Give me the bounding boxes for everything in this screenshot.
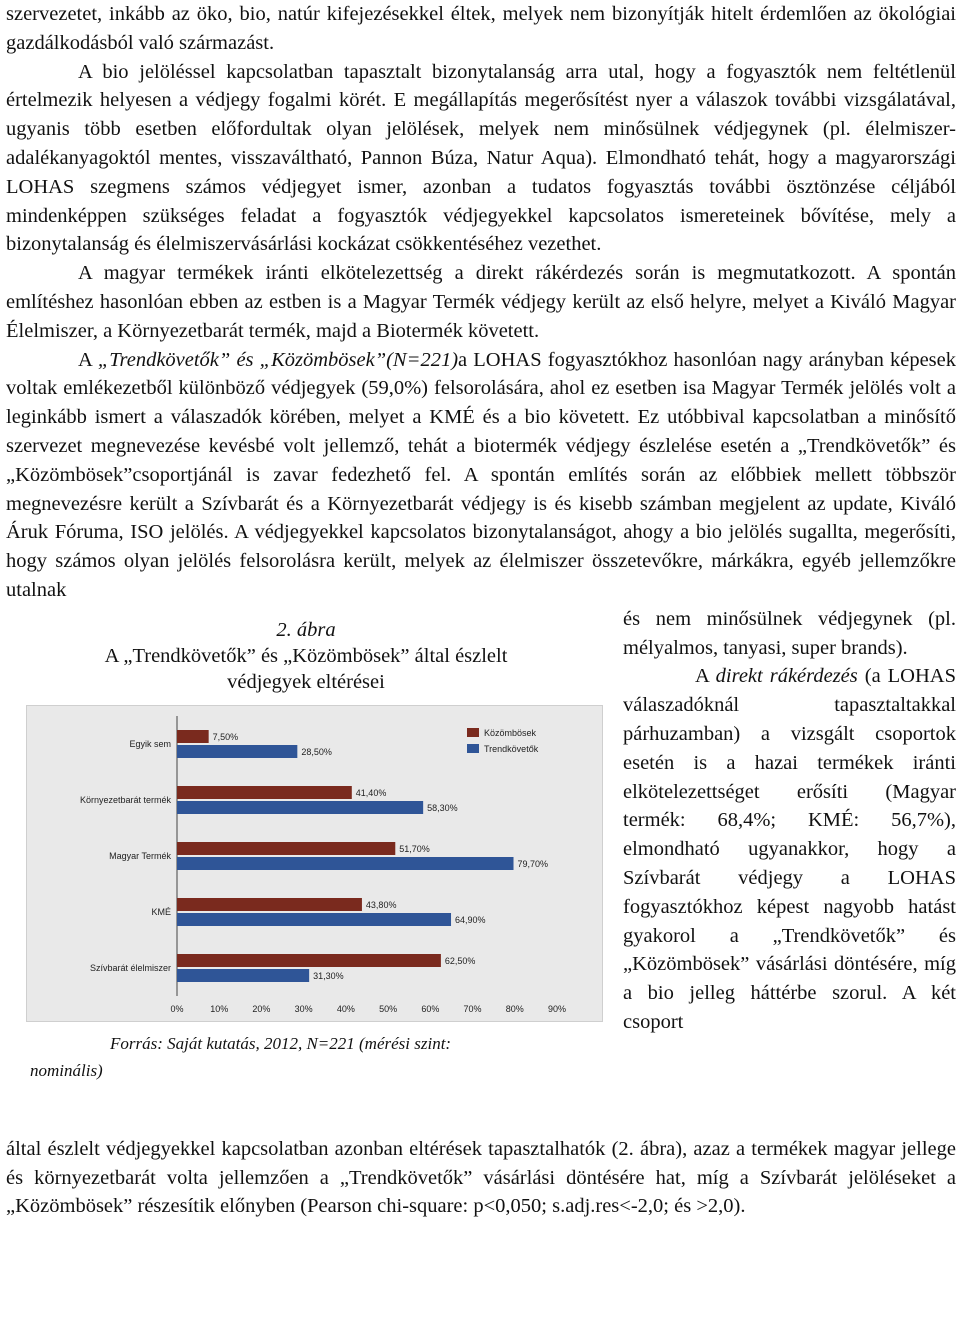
bar-chart [27,706,602,1021]
figure-title-line1: A „Trendkövetők” és „Közömbösek” által észlelt [104,644,508,667]
bar-value-label: 7,50% [212,731,239,742]
chart-container [26,705,603,1022]
figure-source [6,1030,606,1084]
right-paragraph-2 [623,662,956,1036]
bar-value-label: 79,70% [517,858,549,869]
bar-közömbösek [177,730,209,743]
bar-közömbösek [177,898,362,911]
bar-trendkövetők [177,801,423,814]
x-tick-label: 80% [505,1003,524,1014]
bar-value-label: 43,80% [365,899,397,910]
category-label: Szívbarát élelmiszer [89,962,171,973]
figure-source-line1: Forrás: Saját kutatás, 2012, N=221 (mérési szint: [110,1033,452,1053]
paragraph-tail: által észlelt védjegyekkel kapcsolatban azonban eltérések tapasztalhatók (2. ábra), azaz a termékek magyar jellege és környezetbarát volta jellemzően a „Trendkövetők” vásárlási döntésére hat, míg a Szívbarát jelöléseket a „Közömbösek” részesítik előnyben (Pearson chi-square: p<0,050; s.adj.res<-2,0; és >2,0). [6,1137,956,1218]
category-label: KMÉ [151,906,171,917]
paragraph-4-rest: a LOHAS fogyasztókhoz hasonlóan nagy arányban képesek voltak emlékezetből különböző védjegyek (59,0%) felsorolására, ahol ez esetben isa Magyar Termék jelölés volt a leginkább ismert a válaszadók körében, melyet a KMÉ és a bio követett. Ez utóbbival kapcsolatban a minősítő szervezet megnevezése kevésbé volt jellemző, tehát a biotermék védjegy észlelése esetén a „Trendkövetők” és „Közömbösek”csoportjánál is zavar fedezhető fel. A spontán említés során az előbbiek mellett többször megnevezésre került a Szívbarát és a Környezetbarát védjegy is és kisebb számban megjelent az update, Kiváló Áruk Fóruma, ISO jelölés. A védjegyekkel kapcsolatos bizonytalanságot, ahogy a bio jelölés sugallta, megerősíti, hogy számos olyan jelölés felsorolásra került, melyek az élelmiszer összetevőkre, márkákra, egyéb jellemzőkre utalnak [6,348,956,601]
category-label: Egyik sem [129,738,171,749]
figure-title-line2: védjegyek eltérései [227,670,385,693]
x-tick-label: 10% [210,1003,229,1014]
figure-number: 2. ábra [276,618,336,641]
bar-közömbösek [177,954,441,967]
document-page [6,0,956,1221]
figure-source-line2: nominális) [30,1060,103,1080]
bar-value-label: 31,30% [313,970,344,981]
bar-value-label: 58,30% [427,802,458,813]
bar-trendkövetők [177,745,297,758]
paragraph-1: szervezetet, inkább az öko, bio, natúr kifejezésekkel éltek, melyek nem bizonyítják hitelt érdemlően az ökológiai gazdálkodásból való származást. [6,3,956,54]
figure-caption [6,617,606,695]
right-paragraph-1: és nem minősülnek védjegynek (pl. mélyalmos, tanyasi, super brands). [623,607,956,659]
right-paragraph-2-lead: A [695,665,716,688]
bar-value-label: 41,40% [355,787,387,798]
x-tick-label: 40% [336,1003,355,1014]
bar-közömbösek [177,786,352,799]
figure-section [6,605,956,1135]
legend-label: Közömbösek [484,727,537,738]
paragraph-3: A magyar termékek iránti elkötelezettség a direkt rákérdezés során is megmutatkozott. A spontán említéshez hasonlóan ebben az estben is a Magyar Termék védjegy került az első helyre, melyet a Kiváló Magyar Élelmiszer, a Környezetbarát termék, majd a Biotermék követett. [6,262,956,342]
bar-közömbösek [177,842,395,855]
bar-trendkövetők [177,913,451,926]
x-tick-label: 20% [252,1003,271,1014]
legend-label: Trendkövetők [484,743,539,754]
legend-swatch [467,728,479,737]
x-tick-label: 60% [421,1003,440,1014]
bar-trendkövetők [177,857,514,870]
paragraph-2: A bio jelöléssel kapcsolatban tapasztalt bizonytalanság arra utal, hogy a fogyasztók nem feltétlenül értelmezik helyesen a védjegy fogalmi körét. E megállapítás megerősítést nyer a válaszok további vizsgálatával, ugyanis több esetben előfordultak olyan jelölések, melyek nem minősülnek védjegynek (pl. élelmiszer-adalékanyagoktól mentes, visszaváltható, Pannon Búza, Natur Aqua). Elmondható tehát, hogy a magyarországi LOHAS szegmens számos védjegyet ismer, azonban a tudatos fogyasztás további ösztönzése céljából mindenképpen szükséges feladat a fogyasztók védjegyekkel kapcsolatos ismereteinek bővítése, mely a bizonytalanság és élelmiszervásárlási kockázat csökkentéséhez vezethet. [6,60,956,256]
right-paragraph-2-italic: direkt rákérdezés [715,665,858,688]
x-tick-label: 30% [294,1003,313,1014]
x-tick-label: 90% [547,1003,567,1014]
paragraph-4-lead: A [78,348,98,371]
paragraph-4-italic: „Trendkövetők” és „Közömbösek”(N=221) [97,348,459,371]
bar-value-label: 28,50% [301,746,332,757]
legend-swatch [467,744,479,753]
paragraph-4 [6,346,956,605]
x-tick-label: 50% [379,1003,398,1014]
right-column-text [623,605,956,1037]
bar-value-label: 64,90% [455,914,486,925]
bar-value-label: 62,50% [444,955,476,966]
bar-trendkövetők [177,969,309,982]
bar-value-label: 51,70% [399,843,430,854]
right-paragraph-2-rest: (a LOHAS válaszadóknál tapasztaltakkal párhuzamban) a vizsgált csoportok esetén is a hazai termékek iránti elkötelezettséget erősíti (Magyar termék: 68,4%; KMÉ: 56,7%), elmondható ugyanakkor, hogy a Szívbarát védjegy a LOHAS fogyasztókhoz képest nagyobb hatást gyakorol a „Trendkövetők” és „Közömbösek” vásárlási döntésére, míg a bio jelleg háttérbe szorul. A két csoport [623,665,956,1033]
category-label: Magyar Termék [109,850,171,861]
x-tick-label: 0% [170,1003,184,1014]
x-tick-label: 70% [463,1003,482,1014]
category-label: Környezetbarát termék [79,794,171,805]
